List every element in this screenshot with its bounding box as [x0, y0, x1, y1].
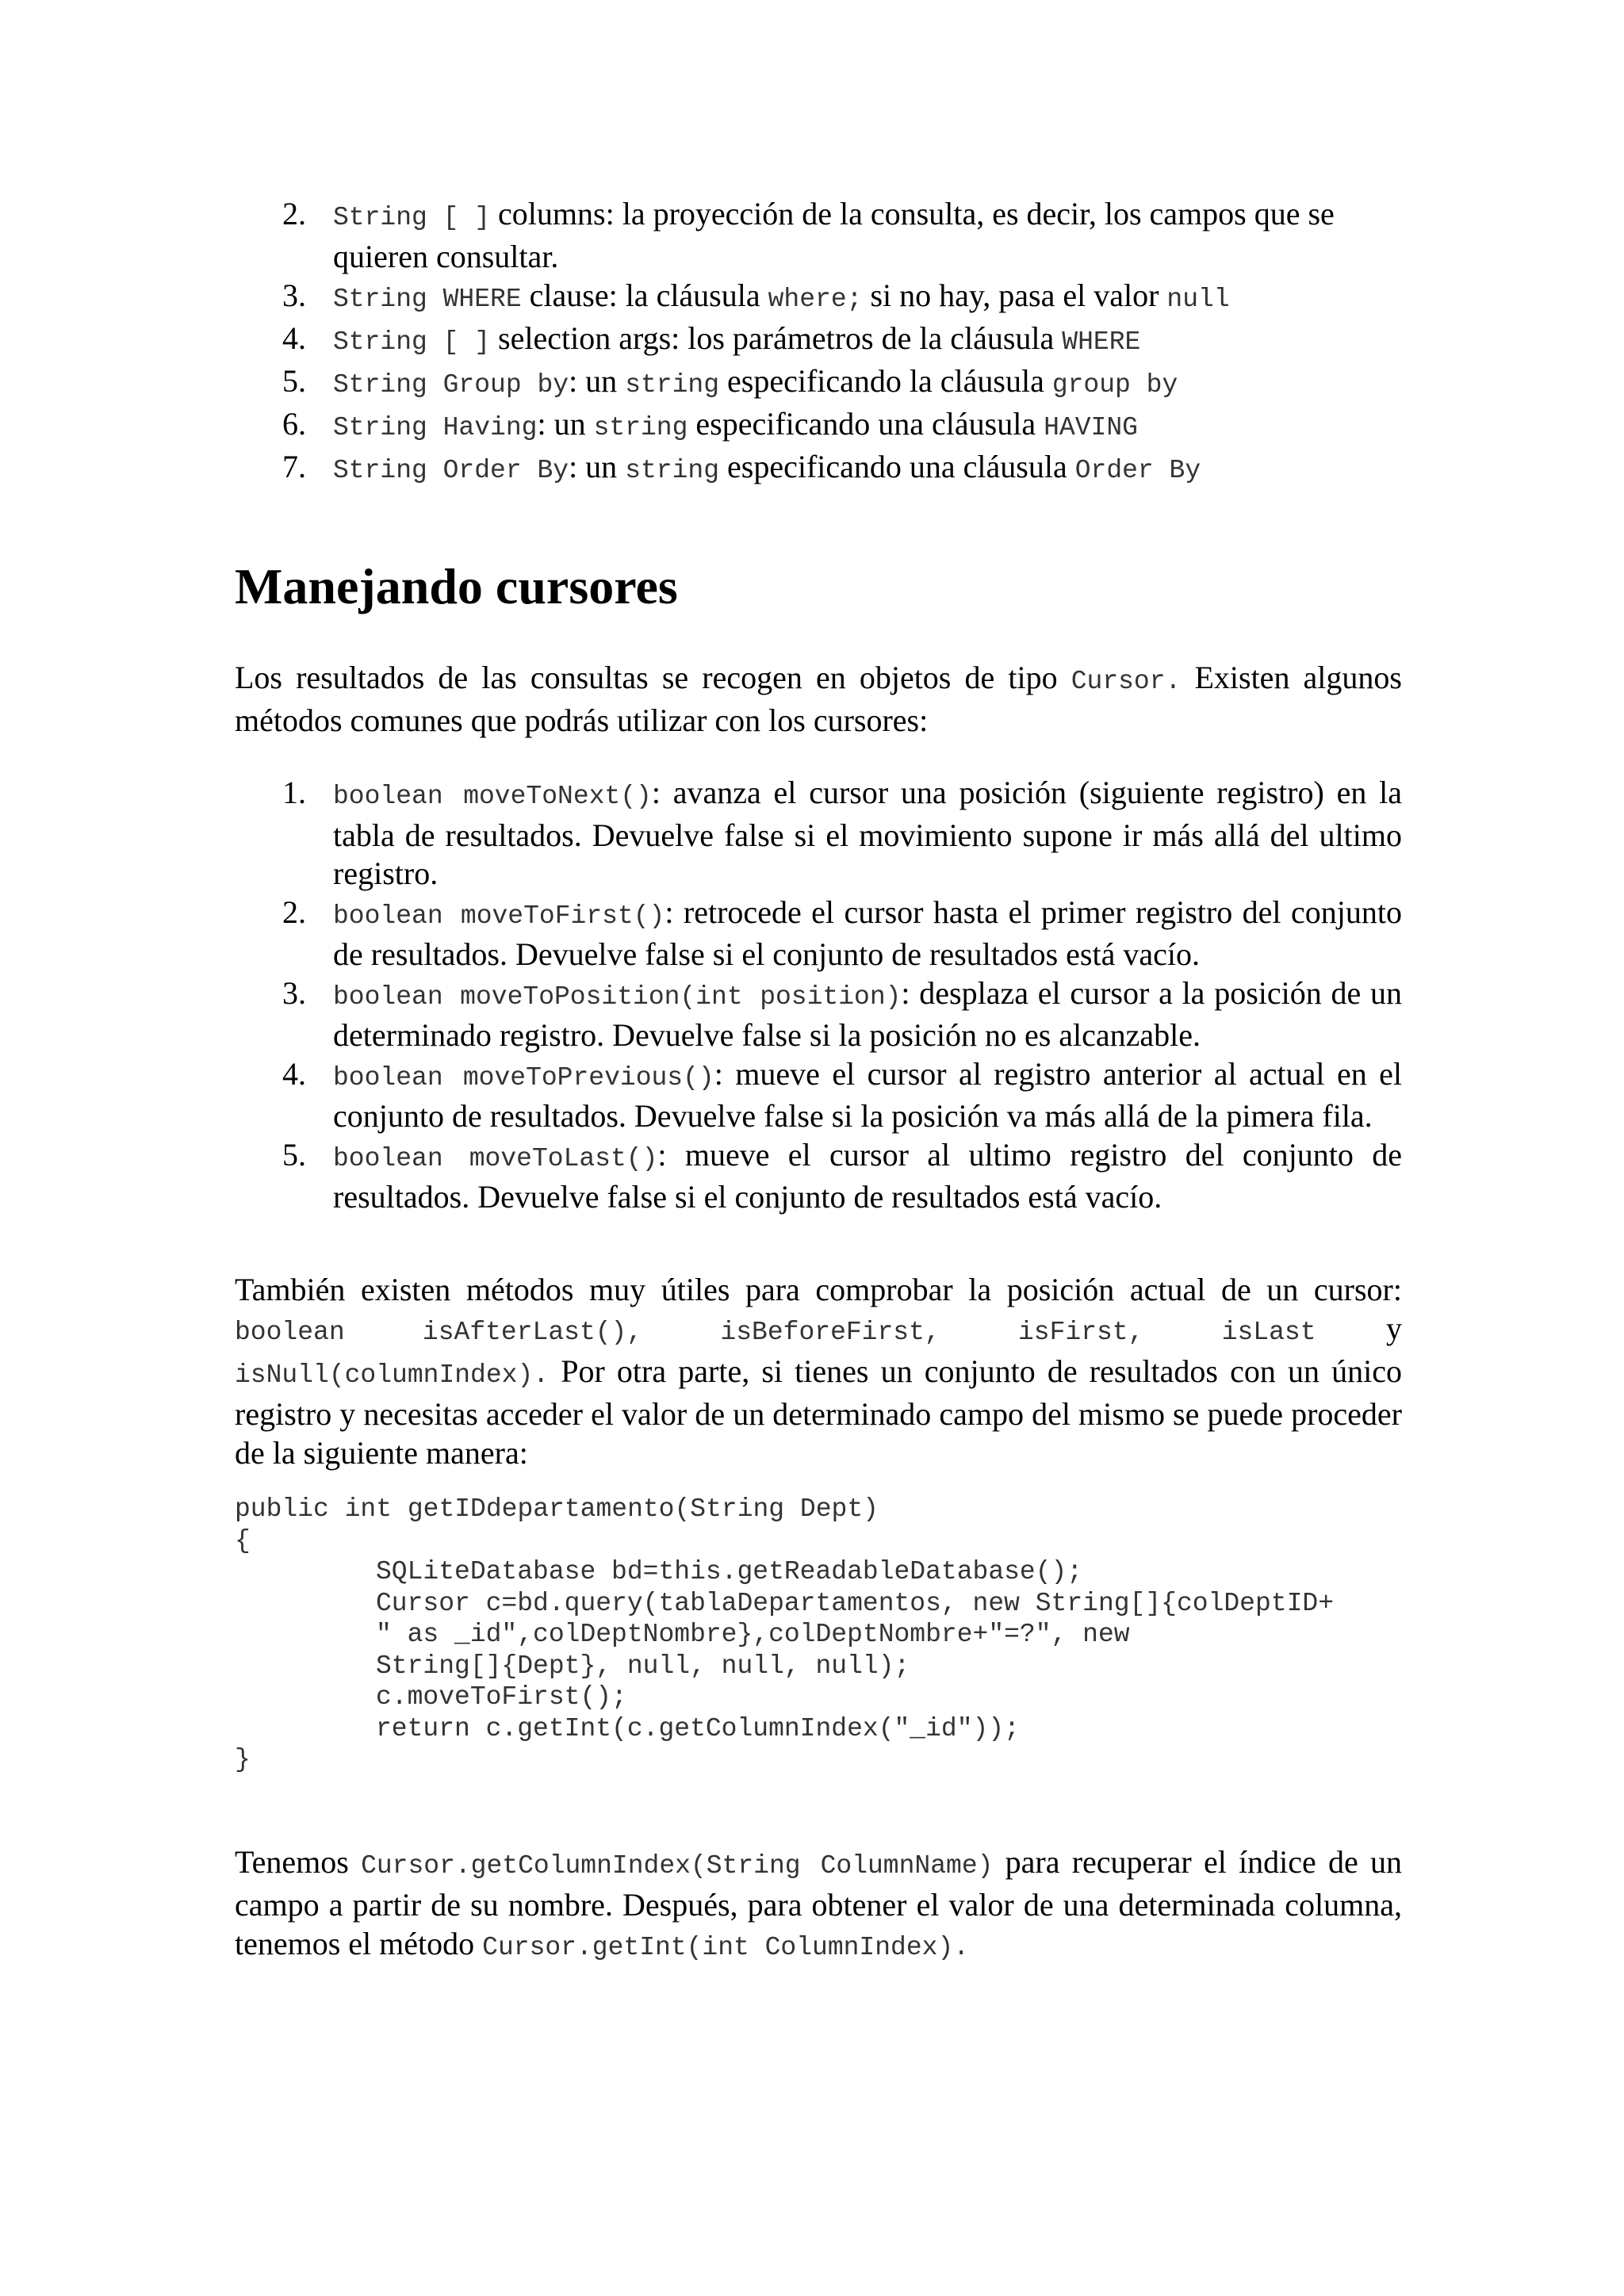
inline-code: String Having [333, 413, 538, 442]
list-number: 6. [282, 406, 306, 442]
methods-paragraph [235, 1270, 1402, 1472]
code-line: " as _id",colDeptNombre},colDeptNombre+"=?", new [376, 1620, 1130, 1649]
list-text: : mueve el cursor al registro anterior al actual en el conjunto de resultados. Devuelve false si la posición va más allá de la pimera fila. [333, 1055, 1403, 1134]
list-item [235, 404, 1402, 447]
list-item [235, 319, 1402, 362]
inline-code: String [ ] [333, 203, 491, 232]
inline-code: boolean moveToNext() [333, 782, 652, 811]
list-item [235, 894, 1402, 974]
cursor-methods-list [235, 774, 1402, 1217]
list-text: clause: la cláusula [521, 277, 768, 313]
paragraph-text: Existen algunos métodos comunes que podrás utilizar con los cursores: [235, 660, 1402, 738]
list-item [235, 1055, 1402, 1136]
list-text: especificando una cláusula [719, 449, 1075, 484]
list-text: : mueve el cursor al ultimo registro del conjunto de resultados. Devuelve false si el conjunto de resultados está vacío. [333, 1136, 1402, 1215]
list-number: 2. [282, 894, 306, 930]
list-number: 3. [282, 974, 306, 1011]
paragraph-text: Por otra parte, si tienes un conjunto de resultados con un único registro y necesitas acceder el valor de un determinado campo del mismo se puede proceder de la siguiente manera: [235, 1353, 1402, 1471]
inline-code: string [625, 456, 720, 485]
list-text: : un [569, 449, 626, 484]
list-item [235, 447, 1402, 490]
list-item [235, 1136, 1402, 1217]
inline-code: group by [1051, 370, 1178, 400]
list-item [235, 774, 1402, 894]
inline-code: string [593, 413, 688, 442]
list-number: 2. [282, 196, 306, 232]
code-line: Cursor c=bd.query(tablaDepartamentos, new String[]{colDeptID+ [376, 1588, 1334, 1618]
code-block [235, 1494, 1424, 1776]
code-line: String[]{Dept}, null, null, null); [376, 1651, 910, 1681]
inline-code: where; [768, 285, 863, 314]
inline-code: Order By [1074, 456, 1201, 485]
inline-code: Cursor.getInt(int ColumnIndex). [482, 1933, 970, 1962]
inline-code: boolean moveToLast() [333, 1143, 658, 1173]
code-line: SQLiteDatabase bd=this.getReadableDatabase(); [376, 1557, 1083, 1586]
list-text: especificando una cláusula [688, 406, 1044, 442]
list-text: selection args: los parámetros de la cláusula [490, 320, 1063, 356]
list-number: 5. [282, 1136, 306, 1173]
inline-code: String WHERE [333, 285, 522, 314]
list-number: 5. [282, 363, 306, 399]
code-line: return c.getInt(c.getColumnIndex("_id")); [376, 1713, 1020, 1743]
list-number: 1. [282, 775, 306, 810]
inline-code: Cursor. [1071, 667, 1182, 696]
final-paragraph [235, 1843, 1402, 1967]
list-item [235, 194, 1402, 276]
inline-code: null [1166, 285, 1230, 314]
list-number: 4. [282, 1055, 306, 1092]
code-line: public int getIDdepartamento(String Dept) [235, 1494, 879, 1524]
list-text: : desplaza el cursor a la posición de un determinado registro. Devuelve false si la posición no es alcanzable. [333, 974, 1402, 1053]
inline-code: isNull(columnIndex). [235, 1360, 550, 1390]
code-line: { [235, 1525, 251, 1556]
list-text: si no hay, pasa el valor [862, 277, 1167, 313]
inline-code: Cursor.getColumnIndex(String ColumnName) [361, 1851, 994, 1881]
inline-code: boolean moveToFirst() [333, 901, 665, 931]
list-text: : un [569, 363, 626, 399]
intro-paragraph [235, 658, 1402, 740]
inline-code: WHERE [1062, 327, 1141, 357]
inline-code: String Group by [333, 370, 569, 400]
list-number: 3. [282, 277, 306, 313]
inline-code: String [ ] [333, 327, 491, 357]
list-text: columns: la proyección de la consulta, es decir, los campos que se quieren consultar. [333, 196, 1335, 274]
paragraph-text: y [1316, 1311, 1402, 1346]
paragraph-text: Los resultados de las consultas se recogen en objetos de tipo [235, 660, 1071, 695]
list-item [235, 974, 1402, 1055]
inline-code: HAVING [1044, 413, 1138, 442]
list-text: especificando la cláusula [719, 363, 1052, 399]
list-item [235, 276, 1402, 319]
inline-code: boolean isAfterLast(), isBeforeFirst, isFirst, isLast [235, 1318, 1316, 1347]
inline-code: string [625, 370, 720, 400]
inline-code: boolean moveToPosition(int position) [333, 982, 902, 1012]
list-number: 4. [282, 320, 306, 356]
list-text: : un [537, 406, 594, 442]
inline-code: String Order By [333, 456, 569, 485]
paragraph-text: Tenemos [235, 1844, 362, 1880]
list-text: : retrocede el cursor hasta el primer registro del conjunto de resultados. Devuelve false si el conjunto de resultados está vacío. [333, 894, 1402, 972]
list-text: : avanza el cursor una posición (siguiente registro) en la tabla de resultados. Devuelve false si el movimiento supone ir más allá del ultimo registro. [333, 775, 1402, 891]
paragraph-text: También existen métodos muy útiles para comprobar la posición actual de un cursor: [235, 1272, 1402, 1307]
code-line: } [235, 1745, 251, 1774]
list-number: 7. [282, 449, 306, 484]
code-line: c.moveToFirst(); [376, 1682, 627, 1712]
query-params-list [235, 194, 1402, 490]
paragraph-text: para recuperar el índice de un campo a partir de su nombre. Después, para obtener el valor de una determinada columna, tenemos el método [235, 1844, 1402, 1961]
inline-code: boolean moveToPrevious() [333, 1062, 714, 1093]
list-item [235, 362, 1402, 404]
section-heading: Manejando cursores [235, 558, 678, 614]
